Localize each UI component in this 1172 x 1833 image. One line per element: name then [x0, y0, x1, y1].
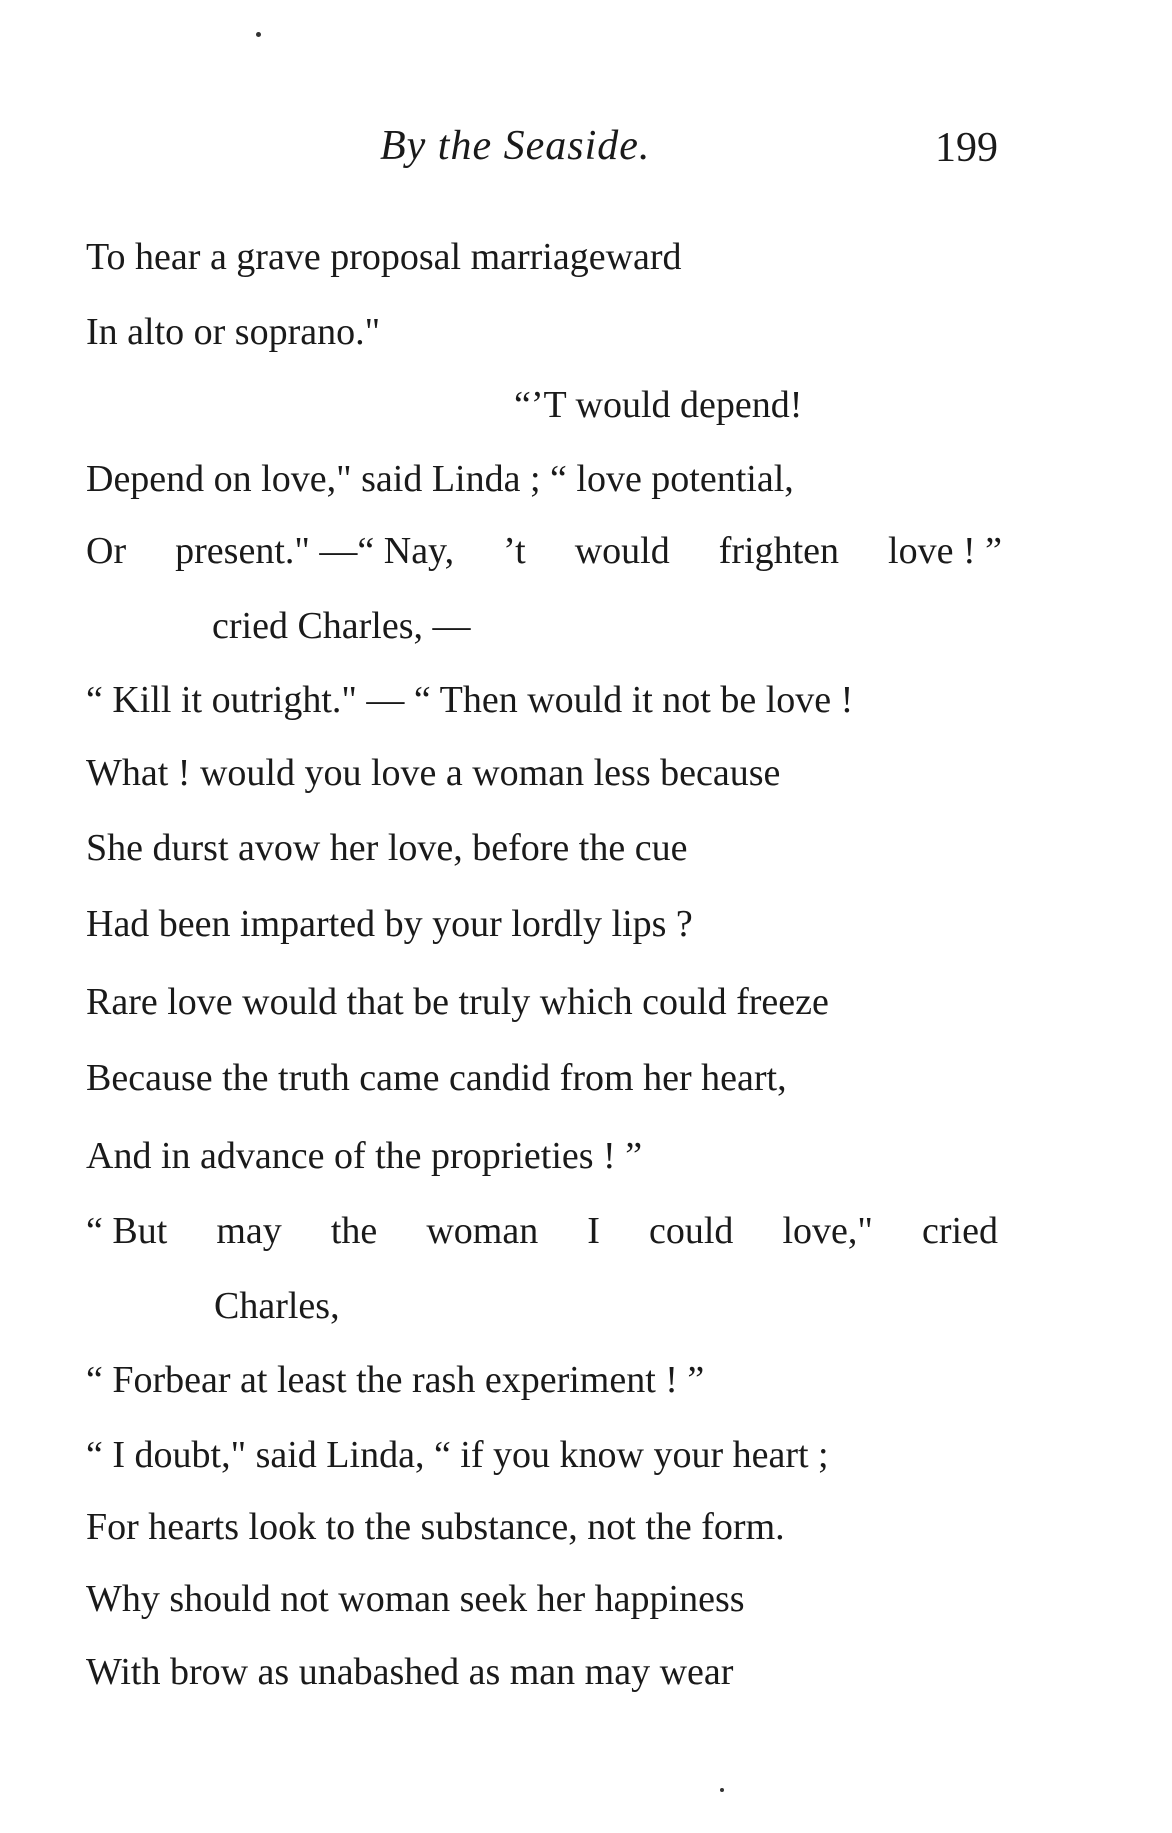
verse-word: would	[574, 530, 670, 572]
verse-line-8: What ! would you love a woman less because	[86, 752, 781, 794]
verse-line-10: Had been imparted by your lordly lips ?	[86, 903, 693, 945]
verse-line-4: Depend on love," said Linda ; “ love potential,	[86, 458, 794, 500]
running-header-title: By the Seaside.	[380, 123, 651, 169]
verse-line-15: Charles,	[214, 1285, 340, 1327]
verse-line-19: Why should not woman seek her happiness	[86, 1578, 745, 1620]
verse-line-17: “ I doubt," said Linda, “ if you know your heart ;	[86, 1434, 829, 1476]
verse-line-2: In alto or soprano."	[86, 311, 381, 353]
verse-word: “ But	[86, 1210, 168, 1252]
verse-line-9: She durst avow her love, before the cue	[86, 827, 688, 869]
verse-line-5	[86, 532, 1002, 570]
verse-word: I	[587, 1210, 600, 1252]
verse-word: frighten	[718, 530, 840, 572]
verse-word: woman	[426, 1210, 539, 1252]
verse-line-14	[86, 1212, 998, 1250]
verse-word: may	[216, 1210, 282, 1252]
verse-word: the	[330, 1210, 378, 1252]
verse-line-11: Rare love would that be truly which could freeze	[86, 981, 829, 1023]
verse-line-16: “ Forbear at least the rash experiment ! ”	[86, 1359, 705, 1401]
print-speck	[256, 32, 261, 37]
verse-line-6: cried Charles, —	[212, 605, 471, 647]
verse-line-1: To hear a grave proposal marriageward	[86, 236, 682, 278]
verse-line-20: With brow as unabashed as man may wear	[86, 1651, 734, 1693]
page-number: 199	[935, 125, 998, 171]
verse-line-12: Because the truth came candid from her heart,	[86, 1057, 787, 1099]
verse-line-3: “’T would depend!	[514, 384, 803, 426]
verse-word: love,"	[782, 1210, 873, 1252]
verse-word: could	[649, 1210, 734, 1252]
verse-word: ’t	[503, 530, 526, 572]
verse-line-18: For hearts look to the substance, not the form.	[86, 1506, 785, 1548]
print-speck	[720, 1788, 724, 1792]
verse-word: Or	[86, 530, 127, 572]
verse-word: cried	[922, 1210, 998, 1252]
verse-word: present." —“ Nay,	[175, 530, 455, 572]
verse-line-7: “ Kill it outright." — “ Then would it not be love !	[86, 679, 854, 721]
verse-line-13: And in advance of the proprieties ! ”	[86, 1135, 643, 1177]
verse-word: love ! ”	[888, 530, 1002, 572]
